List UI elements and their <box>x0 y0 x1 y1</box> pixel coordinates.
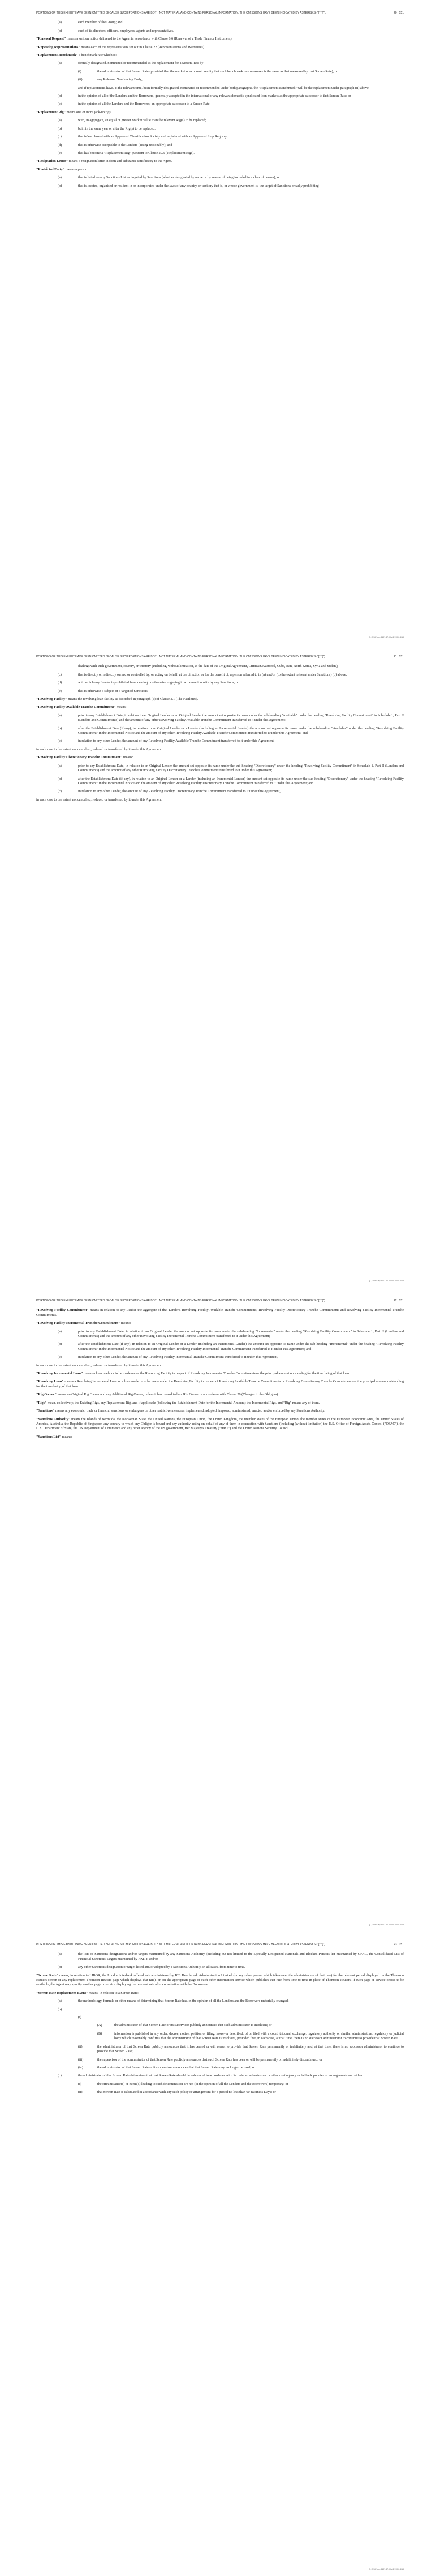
list-item: (b) after the Establishment Date (if any), in relation to an Original Lender or a Lender (including an Incremental Lender) the amount set opposite its name under the sub-heading "Available" under the heading "Revolving Facility Commitment" in the Incremental Notice and the amount of any other Revolving Facility Available Tranche Commitment transferred to it under this Agreement; and <box>58 726 404 736</box>
definition: "Screen Rate Replacement Event" means, in relation to a Screen Rate: <box>36 1990 139 1995</box>
list-item: (ii) that Screen Rate is calculated in accordance with any such policy or arrangement for a period no less than 60 Business Days; or <box>78 2090 276 2095</box>
page-header: PORTIONS OF THIS EXHIBIT HAVE BEEN OMITTED BECAUSE SUCH PORTIONS ARE BOTH NOT MATERIAL AND CONTAINS PERSONAL INFORMATION. THE OMISSIONS HAVE BEEN INDICATED BY ASTERISKS ("[***]"). <box>36 1943 326 1946</box>
list-item: (i) the circumstance(s) or event(s) leading to such determination are not (in the opinion of all the Lenders and the Borrowers) temporary; or <box>78 2082 288 2086</box>
list-item: (e) that has become a "Replacement Rig" pursuant to Clause 29.5 (Replacement Rigs). <box>58 150 195 155</box>
page-number: 21 | 151 <box>394 655 404 659</box>
definition: "Revolving Facility Available Tranche Commitment" means: <box>36 705 127 709</box>
definition: "Sanctions List" means: <box>36 1434 72 1439</box>
definition: "Revolving Facility" means the revolving loan facility as described in paragraph (c) of Clause 2.1 (The Facilities). <box>36 697 199 702</box>
paragraph: and if replacements have, at the relevant time, been formally designated, nominated or recommended under both paragraphs, the "Replacement Benchmark" will be the replacement under paragraph (ii) above; <box>78 85 370 90</box>
list-item: (b) after the Establishment Date (if any), in relation to an Original Lender or a Lender (including an Incremental Lender) the amount set opposite its name under the sub-heading "Discretionary" under the heading "Revolving Facility Commitment" in the Incremental Notice and the amount of any other Revolving Facility Discretionary Tranche Commitment transferred to it under this Agreement; and <box>58 776 404 785</box>
list-item: (d) that is otherwise acceptable to the Lenders (acting reasonably); and <box>58 143 172 147</box>
definition: "Resignation Letter" means a resignation letter in form and substance satisfactory to the Agent. <box>36 159 172 164</box>
list-item: (iv) the administrator of that Screen Rate or its supervisor announces that that Screen Rate may no longer be used; or <box>78 2065 255 2070</box>
list-item: (a) the methodology, formula or other means of determining that Screen Rate has, in the opinion of all the Lenders and the Borrowers materially changed; <box>58 1999 289 2003</box>
list-item: (c) in relation to any other Lender, the amount of any Revolving Facility Discretionary Tranche Commitment transferred to it under this Agreement, <box>58 789 281 794</box>
page-22 <box>0 1288 440 1932</box>
list-item: (i) the administrator of that Screen Rate (provided that the market or economic reality that such benchmark rate measures is the same as that measured by that Screen Rate); or <box>78 69 338 74</box>
page-23 <box>0 1932 440 2576</box>
paragraph: in each case to the extent not cancelled, reduced or transferred by it under this Agreement. <box>36 747 163 751</box>
definition: "Rigs" mean, collectively, the Existing Rigs, any Replacement Rig, and if applicable (following the Establishment Date for the Incremental Amount) the Incremental Rigs, and "Rig" means any of them. <box>36 1400 320 1405</box>
list-item: (a) with, in aggregate, an equal or greater Market Value than the relevant Rig(s) to be replaced; <box>58 118 206 123</box>
list-item: (a) prior to any Establishment Date, in relation to an Original Lender or an Original Lender the amount set opposite its name under the sub-heading "Available" under the heading "Revolving Facility Commitment" in Schedule 1, Part II (Lenders and Commitments) and the amount of any other Revolving Facility Available Tranche Commitment transferred to it under this Agreement; <box>58 713 404 723</box>
list-item: (a) prior to any Establishment Date, in relation to an Original Lender the amount set opposite its name under the sub-heading "Incremental" under the heading "Revolving Facility Commitment" in Schedule 1, Part II (Lenders and Commitments) and the amount of any other Revolving Facility Incremental Tranche Commitment transferred to it under this Agreement; <box>58 1329 404 1339</box>
page-footer: [...]7/04/1/ep 5107.47.00 v.6 190-0.4/18 <box>369 2568 404 2570</box>
definition: "Revolving Facility Discretionary Tranche Commitment" means: <box>36 755 133 760</box>
list-item: (i) <box>78 2015 81 2020</box>
list-item: (b) in the opinion of all of the Lenders and the Borrowers, generally accepted in the international or any relevant domestic syndicated loan markets as the appropriate successor to that Screen Rate; or <box>58 94 351 98</box>
page-20 <box>0 0 440 644</box>
definition: "Screen Rate" means, in relation to LIBOR, the London interbank offered rate administered by ICE Benchmark Administration Limited (or any other person which takes over the administration of that rate) for the relevant period displayed on the Thomson Reuters screen or any replacement Thomson Reuters page which displays that rate), or, on the appropriate page of such other information service which publishes that rate from time to time in place of Thomson Reuters. If such page or service ceases to be available, the Agent may specify another page or service displaying the relevant rate after consultation with the Borrowers. <box>36 1973 404 1987</box>
page-footer: [...]7/04/1/ep 5107.47.00 v.6 190-0.4/18 <box>369 1280 404 1282</box>
list-item: (ii) the administrator of that Screen Rate publicly announces that it has ceased or will cease, to provide that Screen Rate permanently or indefinitely and, at that time, there is no successor administrator to continue to provide that Screen Rate; <box>78 2044 404 2054</box>
list-item: (a) prior to any Establishment Date, in relation to an Original Lender the amount set opposite its name under the sub-heading "Discretionary" under the heading "Revolving Facility Commitment" in Schedule 1, Part II (Lenders and Commitments) and the amount of any other Revolving Facility Discretionary Tranche Commitment transferred to it under this Agreement; <box>58 763 404 773</box>
list-item: (d) with which any Lender is prohibited from dealing or otherwise engaging in a transaction with by any Sanctions; or <box>58 681 239 685</box>
page-21 <box>0 644 440 1288</box>
page-number: 22 | 151 <box>394 1299 404 1303</box>
page-header: PORTIONS OF THIS EXHIBIT HAVE BEEN OMITTED BECAUSE SUCH PORTIONS ARE BOTH NOT MATERIAL AND CONTAINS PERSONAL INFORMATION. THE OMISSIONS HAVE BEEN INDICATED BY ASTERISKS ("[***]"). <box>36 655 326 659</box>
list-item: (c) that is/are classed with an Approved Classification Society and registered with an Approved Ship Registry; <box>58 135 228 139</box>
list-item: (b) any other Sanctions designation or target listed and/or adopted by a Sanctions Authority, in all cases, from time to time. <box>58 1965 245 1969</box>
definition: "Restricted Party" means a person: <box>36 167 88 171</box>
list-item: (c) that is directly or indirectly owned or controlled by, or acting on behalf, at the direction or for the benefit of, a person referred to in (a) and/or (to the extent relevant under Sanctions) (b) above; <box>58 672 347 677</box>
definition: "Replacement Benchmark" a benchmark rate which is: <box>36 53 117 58</box>
list-item: (b) that is located, organised or resident in or incorporated under the laws of any country or territory that is, or whose government is, the target of Sanctions broadly prohibiting <box>58 183 319 188</box>
page-number: 20 | 151 <box>394 11 404 15</box>
list-item: (B) information is published in any order, decree, notice, petition or filing, however described, of or filed with a court, tribunal, exchange, regulatory authority or similar administrative, regulatory or judicial body which reasonably confirms that the administrator of that Screen Rate is insolvent, provided that, in each case, at that time, there is no successor administrator to continue to provide that Screen Rate; <box>97 2031 404 2041</box>
paragraph: in each case to the extent not cancelled, reduced or transferred by it under this Agreement. <box>36 797 163 802</box>
list-item: (A) the administrator of that Screen Rate or its supervisor publicly announces that such administrator is insolvent; or <box>97 2023 272 2028</box>
list-item: (c) the administrator of that Screen Rate determines that that Screen Rate should be calculated in accordance with its reduced submissions or other contingency or fallback policies or arrangements and either: <box>58 2074 364 2078</box>
page-footer: [...]7/04/1/ep 5107.47.00 v.6 190-0.4/18 <box>369 636 404 638</box>
definition: "Rig Owner" means an Original Rig Owner and any Additional Rig Owner, unless it has ceased to be a Rig Owner in accordance with Clause 29 (Changes to the Obligors). <box>36 1392 279 1397</box>
list-item: (ii) any Relevant Nominating Body, <box>78 78 143 82</box>
list-item: (c) in relation to any other Lender, the amount of any Revolving Facility Available Tranche Commitment transferred to it under this Agreement, <box>58 739 275 743</box>
definition: "Replacement Rig" means one or more jack-up rigs: <box>36 110 112 114</box>
list-item: (b) built in the same year or after the Rig(s) to be replaced; <box>58 126 156 131</box>
list-item: (c) in the opinion of all the Lenders and the Borrowers, an appropriate successor to a Screen Rate. <box>58 102 211 106</box>
list-item: (a) each member of the Group; and <box>58 20 123 25</box>
definition: "Revolving Incremental Loan" means a loan made or to be made under the Revolving Facility in respect of Revolving Incremental Tranche Commitments or the principal amount outstanding for the time being of that loan. <box>36 1371 350 1376</box>
paragraph: in each case to the extent not cancelled, reduced or transferred by it under this Agreement. <box>36 1363 163 1367</box>
definition: "Repeating Representations" means each of the representations set out in Clause 22 (Representations and Warranties). <box>36 45 205 49</box>
list-item: (a) the lists of Sanctions designations and/or targets maintained by any Sanctions Authority (including but not limited to the Specially Designated Nationals and Blocked Persons list maintained by OFAC, the Consolidated List of Financial Sanctions Targets maintained by HMT); and/or <box>58 1952 404 1961</box>
list-item: (c) in relation to any other Lender, the amount of any Revolving Facility Incremental Tranche Commitment transferred to it under this Agreement, <box>58 1355 278 1360</box>
definition: "Sanctions Authority" means the Islands of Bermuda, the Norwegian State, the United Nations, the European Union, the United Kingdom, the member states of the European Union, the member states of the European Economic Area, the United States of America, Australia, the Republic of Singapore, any country to which any Obligor is bound and any authority acting on behalf of any of them in connection with Sanctions (including (without limitation) the U.S. Office of Foreign Assets Control ("OFAC"), the U.S. Department of State, the US Department of Commerce and any other agency of the US government, Her Majesty's Treasury ("HMT") and the United Nations Security Council. <box>36 1417 404 1431</box>
definition: "Renewal Request" means a written notice delivered to the Agent in accordance with Clause 6.6 (Renewal of a Trade Finance Instrument). <box>36 37 233 41</box>
list-item: (e) that is otherwise a subject or a target of Sanctions. <box>58 689 149 693</box>
definition: "Revolving Loan" means a Revolving Incremental Loan or a loan made or to be made under the Revolving Facility in respect of Revolving Available Tranche Commitments or Revolving Discretionary Tranche Commitments or the principal amount outstanding for the time being of that loan. <box>36 1379 404 1388</box>
page-header: PORTIONS OF THIS EXHIBIT HAVE BEEN OMITTED BECAUSE SUCH PORTIONS ARE BOTH NOT MATERIAL AND CONTAINS PERSONAL INFORMATION. THE OMISSIONS HAVE BEEN INDICATED BY ASTERISKS ("[***]"). <box>36 11 326 15</box>
definition: "Sanctions" means any economic, trade or financial sanctions or embargoes or other restrictive measures implemented, adopted, imposed, administered, enacted and/or enforced by any Sanctions Authority. <box>36 1409 325 1413</box>
definition: "Revolving Facility Commitment" means in relation to any Lender the aggregate of that Lender's Revolving Facility Available Tranche Commitments, Revolving Facility Discretionary Tranche Commitments and Revolving Facility Incremental Tranche Commitments. <box>36 1308 404 1317</box>
list-item: (b) each of its directors, officers, employees, agents and representatives. <box>58 28 174 33</box>
page-number: 23 | 151 <box>394 1943 404 1947</box>
definition: "Revolving Facility Incremental Tranche Commitment" means: <box>36 1321 131 1326</box>
page-footer: [...]7/04/1/ep 5107.47.00 v.6 190-0.4/18 <box>369 1924 404 1926</box>
paragraph: dealings with such government, country, or territory (including, without limitation, at the date of the Original Agreement, Crimea/Sevastopol, Cuba, Iran, North Korea, Syria and Sudan); <box>78 664 338 669</box>
list-item: (a) that is listed on any Sanctions List or targeted by Sanctions (whether designated by name or by reason of being included in a class of person); or <box>58 175 280 180</box>
page-header: PORTIONS OF THIS EXHIBIT HAVE BEEN OMITTED BECAUSE SUCH PORTIONS ARE BOTH NOT MATERIAL AND CONTAINS PERSONAL INFORMATION. THE OMISSIONS HAVE BEEN INDICATED BY ASTERISKS ("[***]"). <box>36 1299 326 1302</box>
list-item: (b) after the Establishment Date (if any), in relation to an Original Lender or a Lender (including an Incremental Lender) the amount set opposite its name under the sub-heading "Incremental" under the heading "Revolving Facility Commitment" in the Incremental Notice and the amount of any other Revolving Facility Incremental Tranche Commitment transferred to it under this Agreement; and <box>58 1342 404 1351</box>
list-item: (a) formally designated, nominated or recommended as the replacement for a Screen Rate by: <box>58 61 205 66</box>
list-item: (b) <box>58 2007 62 2011</box>
list-item: (iii) the supervisor of the administrator of that Screen Rate publicly announces that such Screen Rate has been or will be permanently or indefinitely discontinued; or <box>78 2057 322 2062</box>
